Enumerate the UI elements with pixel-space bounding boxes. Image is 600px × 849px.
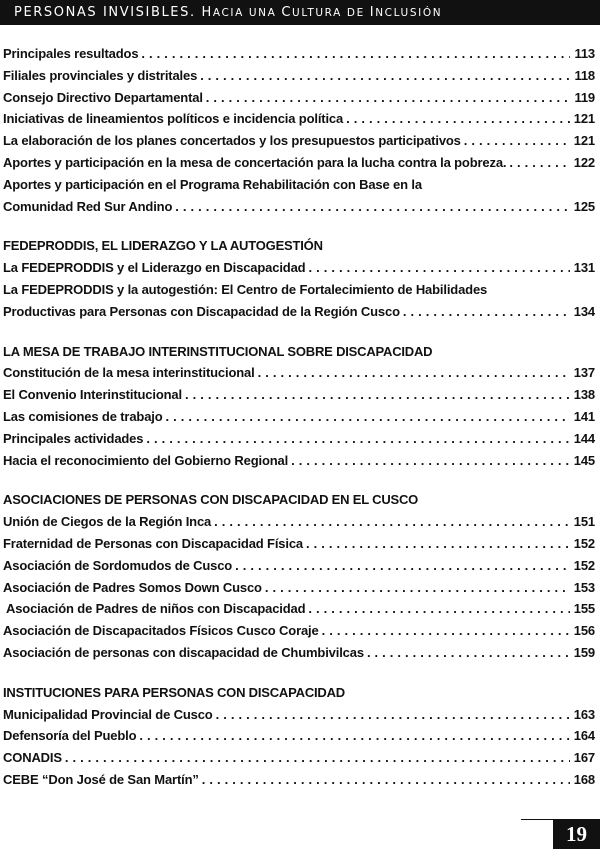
toc-entry [3, 257, 595, 279]
entry-title: Iniciativas de lineamientos políticos e incidencia política [3, 111, 344, 127]
entry-page-number: 125 [573, 198, 595, 214]
entry-title: Principales resultados [3, 46, 139, 61]
entry-page-number: 159 [573, 644, 595, 660]
section-heading: FEDEPRODDIS, EL LIDERAZGO Y LA AUTOGESTIÓN [3, 238, 323, 254]
toc-entry [3, 511, 595, 533]
entry-title: Unión de Ciegos de la Región Inca [3, 514, 212, 530]
entry-title: Municipalidad Provincial de Cusco [3, 706, 213, 722]
entry-title: Las comisiones de trabajo [3, 408, 163, 424]
entry-title-line: La FEDEPRODDIS y la autogestión: El Centro de Fortalecimiento de Habilidades [3, 281, 488, 297]
entry-page-number: 131 [573, 260, 595, 276]
toc-entry [3, 620, 595, 642]
dot-leader [146, 428, 570, 450]
table-of-contents [3, 43, 595, 809]
toc-section [3, 341, 595, 472]
running-header [0, 0, 600, 25]
entry-page-number: 153 [573, 579, 595, 595]
dot-leader [214, 511, 570, 533]
dot-leader [291, 450, 570, 472]
dot-leader [235, 555, 570, 577]
entry-page-number: 137 [573, 365, 595, 381]
page-number-rule [521, 819, 553, 820]
toc-entry [3, 704, 595, 726]
dot-leader [464, 130, 570, 152]
dot-leader [306, 533, 570, 555]
entry-title: Asociación de Padres de niños con Discapacidad [3, 601, 306, 617]
entry-page-number: 145 [573, 452, 595, 468]
toc-entry [3, 174, 595, 218]
dot-leader [308, 257, 570, 279]
entry-page-number: 134 [573, 303, 595, 319]
entry-title: CONADIS [3, 750, 62, 766]
dot-leader [206, 87, 570, 109]
toc-entry [3, 108, 595, 130]
entry-page-number: 152 [573, 535, 595, 551]
entry-title: El Convenio Interinstitucional [3, 387, 182, 403]
entry-page-number: 141 [573, 408, 595, 424]
entry-page-number: 119 [574, 89, 595, 105]
header-title: PERSONAS INVISIBLES. [14, 5, 196, 20]
dot-leader [139, 725, 570, 747]
dot-leader [509, 152, 570, 174]
dot-leader [185, 384, 570, 406]
toc-entry [3, 65, 595, 87]
toc-entry [3, 428, 595, 450]
entry-title: Asociación de Sordomudos de Cusco [3, 557, 233, 573]
toc-entry [3, 279, 595, 323]
entry-title: Filiales provinciales y distritales [3, 67, 198, 83]
entry-page-number: 164 [573, 728, 595, 744]
toc-entry [3, 87, 595, 109]
entry-title: Principales actividades [3, 430, 144, 446]
entry-title-line: Aportes y participación en el Programa Rehabilitación con Base en la [3, 176, 422, 192]
entry-title: Asociación de personas con discapacidad de Chumbivilcas [3, 644, 364, 660]
toc-entry [3, 642, 595, 664]
entry-page-number: 138 [573, 387, 595, 403]
toc-entry [3, 725, 595, 747]
toc-entry [3, 747, 595, 769]
toc-entry [3, 152, 595, 174]
toc-entry [3, 384, 595, 406]
entry-title: Constitución de la mesa interinstitucional [3, 365, 255, 381]
toc-entry [3, 533, 595, 555]
toc-entry [3, 577, 595, 599]
entry-page-number: 152 [573, 557, 595, 573]
dot-leader [166, 406, 570, 428]
entry-page-number: 121 [573, 133, 595, 149]
section-heading: ASOCIACIONES DE PERSONAS CON DISCAPACIDAD EN EL CUSCO [3, 492, 419, 508]
entry-page-number: 163 [573, 706, 595, 722]
toc-entry [3, 769, 595, 791]
entry-title-line: Comunidad Red Sur Andino [3, 198, 173, 214]
section-heading: INSTITUCIONES PARA PERSONAS CON DISCAPACIDAD [3, 684, 345, 700]
entry-page-number: 144 [573, 430, 595, 446]
entry-title: La FEDEPRODDIS y el Liderazgo en Discapacidad [3, 260, 306, 276]
entry-title: Aportes y participación en la mesa de concertación para la lucha contra la pobreza. [3, 154, 507, 170]
entry-page-number: 118 [574, 67, 595, 83]
toc-entry [3, 406, 595, 428]
dot-leader [202, 769, 570, 791]
entry-title: Consejo Directivo Departamental [3, 89, 203, 105]
dot-leader [346, 108, 570, 130]
entry-page-number: 121 [573, 111, 595, 127]
entry-page-number: 113 [574, 46, 595, 61]
toc-section [3, 489, 595, 663]
toc-entry [3, 130, 595, 152]
dot-leader [65, 747, 570, 769]
toc-entry [3, 450, 595, 472]
page-number: 19 [553, 819, 600, 849]
dot-leader [258, 362, 570, 384]
entry-page-number: 156 [573, 623, 595, 639]
entry-title: Asociación de Padres Somos Down Cusco [3, 579, 262, 595]
entry-title: Asociación de Discapacitados Físicos Cusco Coraje [3, 623, 319, 639]
dot-leader [141, 43, 570, 65]
dot-leader [367, 642, 570, 664]
entry-title: La elaboración de los planes concertados y los presupuestos participativos [3, 133, 461, 149]
header-subtitle: HACIA UNA CULTURA DE INCLUSIÓN [201, 5, 443, 20]
dot-leader [175, 196, 570, 218]
entry-title: CEBE “Don José de San Martín” [3, 771, 199, 787]
entry-title: Defensoría del Pueblo [3, 728, 137, 744]
toc-entry [3, 555, 595, 577]
dot-leader [322, 620, 570, 642]
section-heading: LA MESA DE TRABAJO INTERINSTITUCIONAL SOBRE DISCAPACIDAD [3, 343, 433, 359]
dot-leader [403, 301, 570, 323]
entry-title-line: Productivas para Personas con Discapacidad de la Región Cusco [3, 303, 400, 319]
toc-entry [3, 43, 595, 65]
entry-title: Hacia el reconocimiento del Gobierno Regional [3, 452, 289, 468]
dot-leader [265, 577, 570, 599]
entry-page-number: 168 [573, 771, 595, 787]
toc-section [3, 43, 595, 217]
entry-page-number: 122 [573, 154, 595, 170]
entry-page-number: 151 [573, 514, 595, 530]
entry-title: Fraternidad de Personas con Discapacidad Física [3, 535, 304, 551]
toc-section [3, 682, 595, 791]
dot-leader [308, 598, 570, 620]
toc-section [3, 235, 595, 322]
dot-leader [200, 65, 570, 87]
entry-page-number: 167 [573, 750, 595, 766]
toc-entry [3, 362, 595, 384]
toc-entry [3, 598, 595, 620]
dot-leader [216, 704, 570, 726]
entry-page-number: 155 [573, 601, 595, 617]
